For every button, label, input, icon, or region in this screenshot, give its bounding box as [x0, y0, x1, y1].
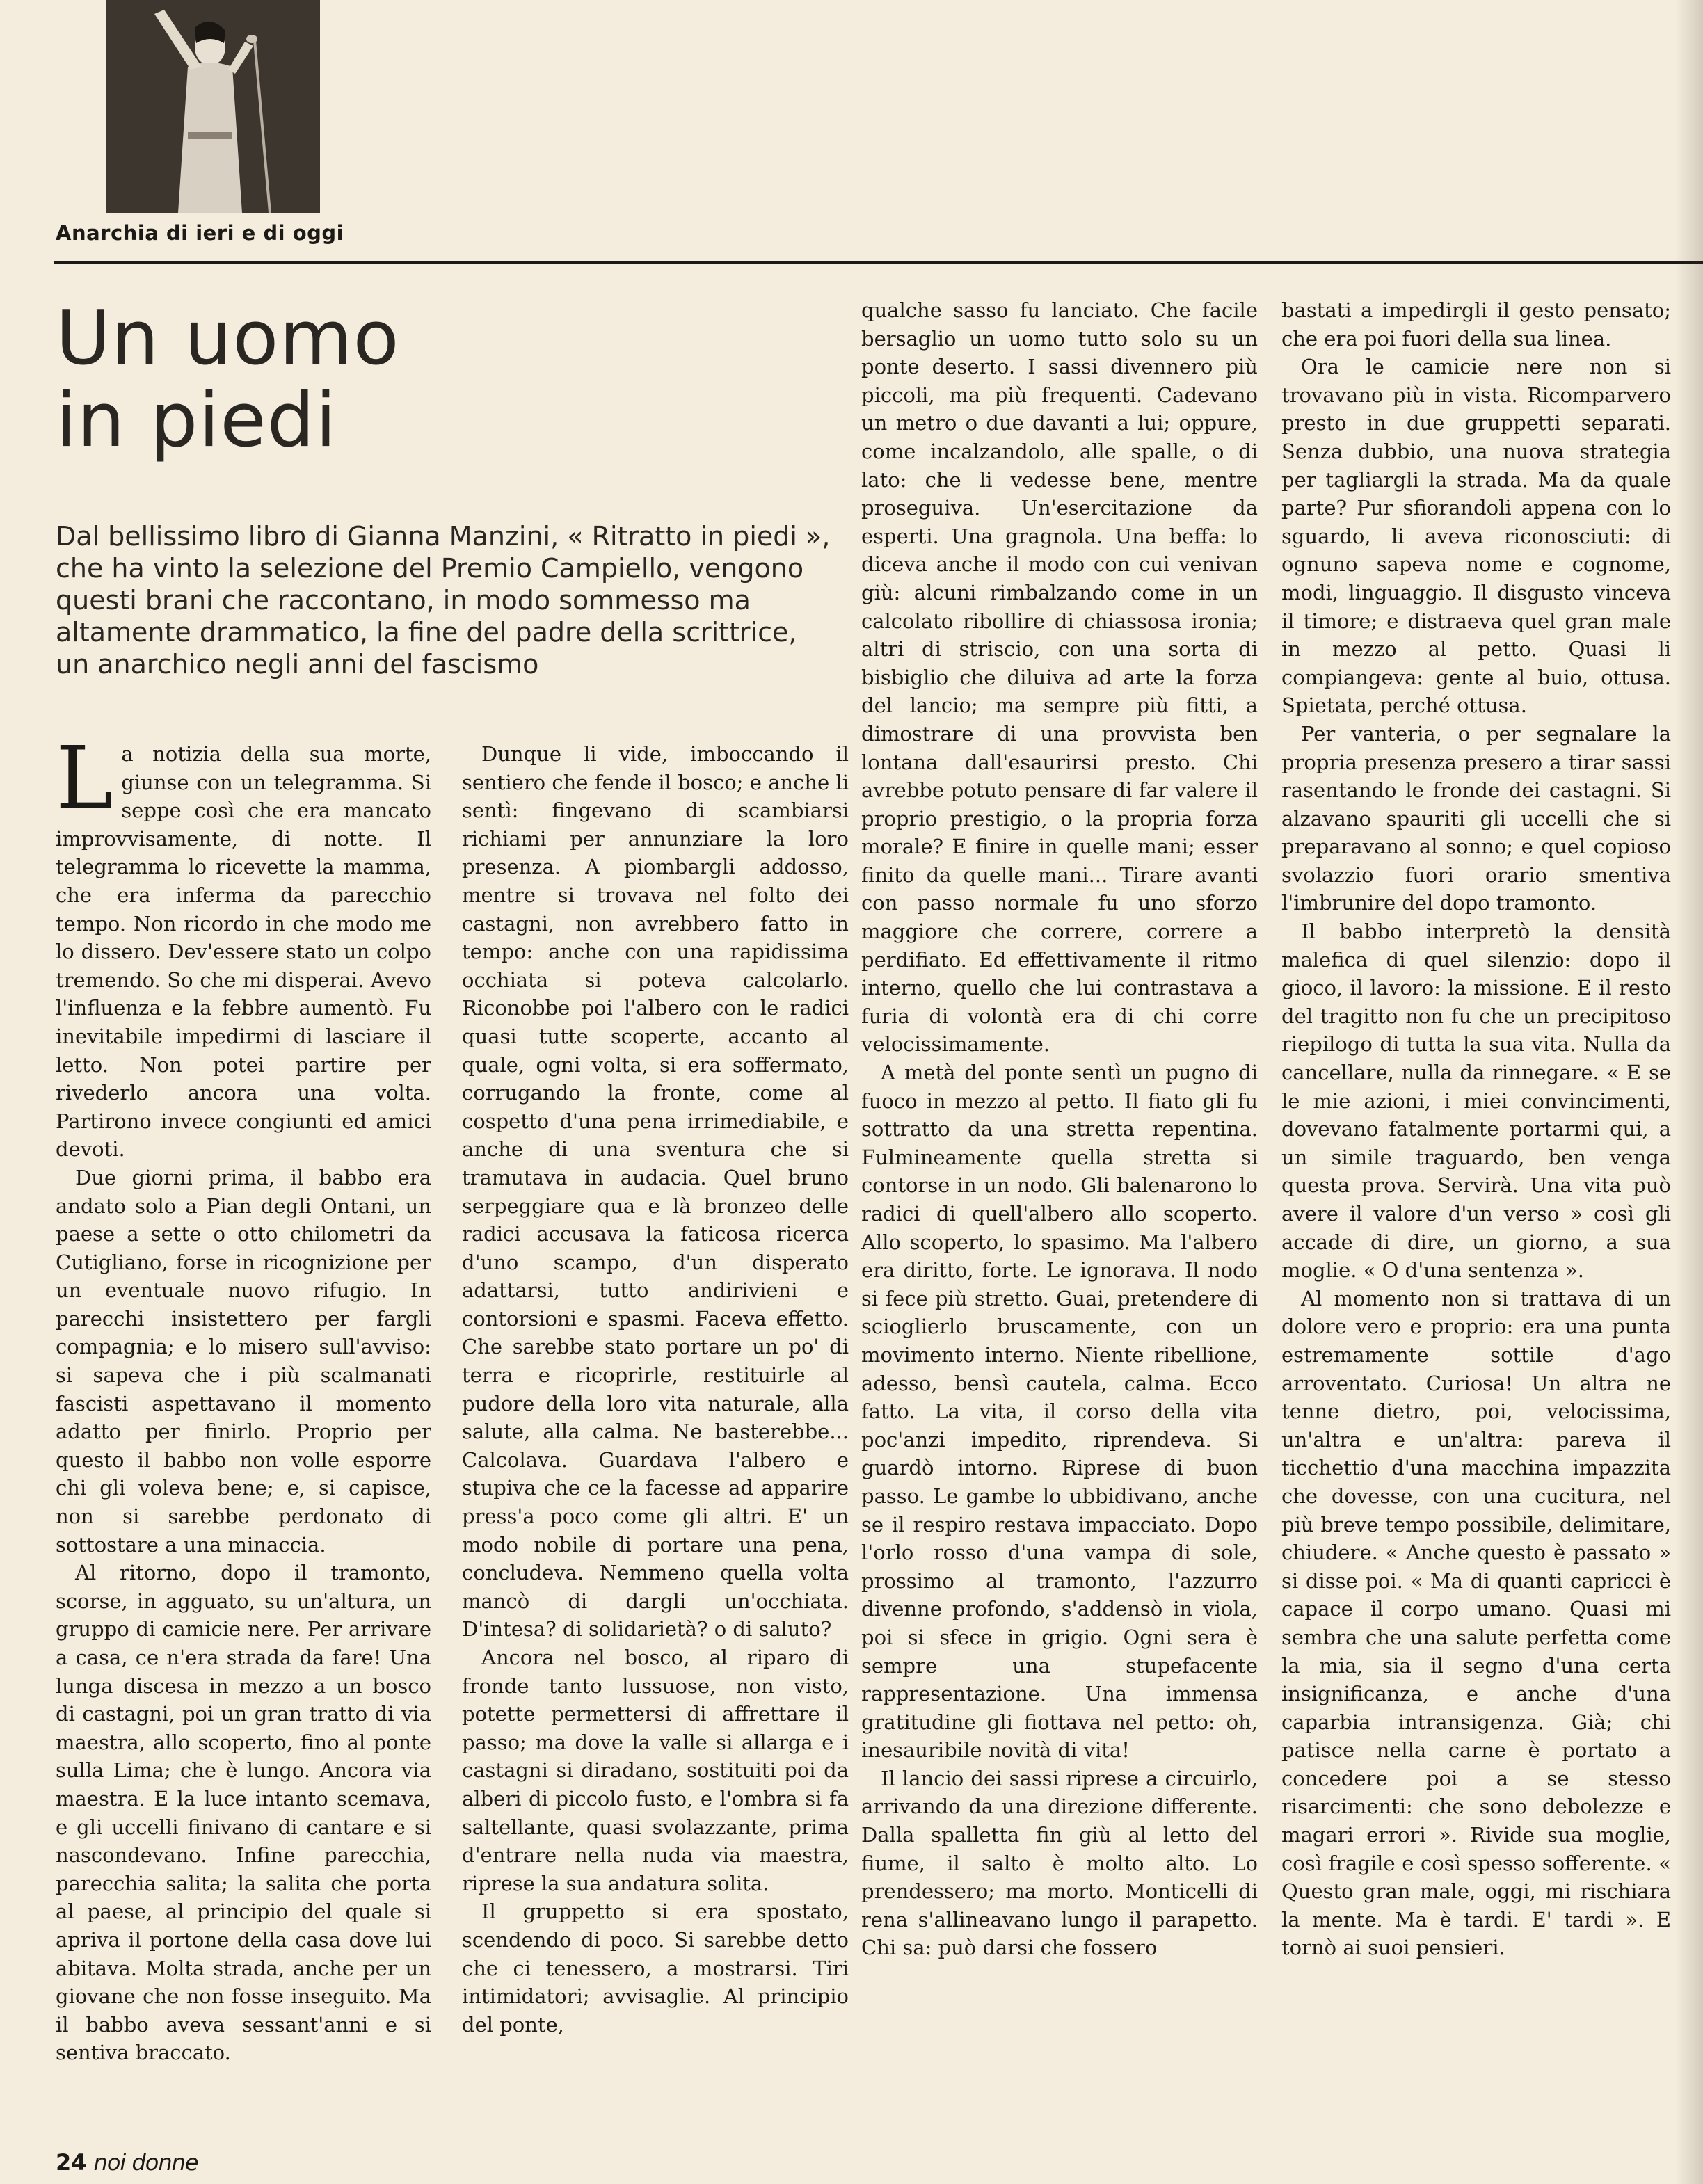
article-subtitle: Dal bellissimo libro di Gianna Manzini, « Ritratto in piedi », che ha vinto la selezione del Premio Campiello, vengono questi brani che raccontano, in modo sommesso ma altamente drammatico, la fine del padre della scrittrice, un anarchico negli anni del fascismo [56, 521, 831, 680]
page-footer [56, 2149, 264, 2176]
singer-photo [106, 0, 320, 213]
article-title [56, 295, 821, 464]
paragraph: Il babbo interpretò la densità malefica di quel silenzio: dopo il gioco, il lavoro: la missione. E il resto del tragitto non fu che un precipitoso riepilogo di tutta la sua vita. Nulla da cancellare, nulla da rinnegare. « E se le mie azioni, i miei convincimenti, dovevano fatalmente portarmi qui, a un simile traguardo, ben venga questa prova. Servirà. Una vita può avere il valore d'un verso » così gli accade di dire, un giorno, a sua moglie. « O d'una sentenza ». [1281, 920, 1671, 1283]
paragraph: Al ritorno, dopo il tramonto, scorse, in agguato, su un'altura, un gruppo di camicie nere. Per arrivare a casa, ce n'era strada da fare! Una lunga discesa in mezzo a un bosco di castagni, poi un gran tratto di via maestra, allo scoperto, fino al ponte sulla Lima; che è lungo. Ancora via maestra. E la luce intanto scemava, e gli uccelli finivano di cantare e si nascondevano. Infine parecchia, parecchia salita; la salita che porta al paese, al principio del quale si apriva il portone della casa dove lui abitava. Molta strada, anche per un giovane che non fosse inseguito. Ma il babbo aveva sessant'anni e si sentiva braccato. [56, 1561, 431, 2065]
text-column-3 [861, 296, 1258, 2143]
text-column-4 [1281, 296, 1671, 2143]
paragraph: Per vanteria, o per segnalare la propria presenza presero a tirar sassi rasentando le fronde dei castagni. Si alzavano spauriti gli uccelli che si preparavano al sonno; e quel copioso svolazzio fuori orario smentiva l'imbrunire del dopo tramonto. [1281, 721, 1671, 915]
paragraph: Il lancio dei sassi riprese a circuirlo, arrivando da una direzione differente. Dalla spalletta fin giù al letto del fiume, il salto è molto alto. Lo prendessero; ma morto. Monticelli di rena s'allineavano lungo il parapetto. Chi sa: può darsi che fossero [861, 1766, 1258, 1960]
paragraph: Due giorni prima, il babbo era andato solo a Pian degli Ontani, un paese a sette o otto chilometri da Cutigliano, forse in ricognizione per un eventuale nuovo rifugio. In parecchi insistettero per fargli compagnia; e lo misero sull'avviso: si sapeva che i più scalmanati fascisti aspettavano il momento adatto per finirlo. Proprio per questo il babbo non volle esporre chi gli voleva bene; e, si capisce, non si sarebbe perdonato di sottostare a una minaccia. [56, 1165, 431, 1557]
text-column-1 [56, 728, 431, 2142]
title-line-1: Un uomo [56, 295, 400, 382]
text-column-2 [462, 740, 849, 2142]
header-rule [54, 261, 1703, 264]
section-label: Anarchia di ieri e di oggi [56, 221, 344, 245]
paragraph: Al momento non si trattava di un dolore vero e proprio: era una punta estremamente sottile d'ago arroventato. Curiosa! Un altra ne tenne dietro, poi, velocissima, un'altra e un'altra: pareva il ticchettio d'una macchina impazzita che dovesse, con una cucitura, nel più breve tempo possibile, delimitare, chiudere. « Anche questo è passato » si disse poi. « Ma di quanti capricci è capace il corpo umano. Quasi mi sembra che una salute perfetta come la mia, sia il segno d'una certa insignificanza, e anche d'una caparbia intransigenza. Già; chi patisce nella carne è portato a concedere poi a se stesso risarcimenti: che sono debolezze e magari errori ». Rivide sua moglie, così fragile e così spesso sofferente. « Questo gran male, oggi, mi rischiara la mente. Ma è tardi. E' tardi ». E tornò ai suoi pensieri. [1281, 1286, 1671, 1960]
paragraph-text: a notizia della sua morte, giunse con un telegramma. Si seppe così che era mancato improvvisamente, di notte. Il telegramma lo ricevette la mamma, che era inferma da parecchio tempo. Non ricordo in che modo me lo dissero. Dev'essere stato un colpo tremendo. So che mi disperai. Avevo l'influenza e la febbre aumentò. Fu inevitabile impedirmi di lasciare il letto. Non potei partire per rivederlo ancora una volta. Partirono invece congiunti ed amici devoti. [56, 742, 431, 1162]
paragraph: Ora le camicie nere non si trovavano più in vista. Ricomparvero presto in due gruppetti separati. Senza dubbio, una nuova strategia per tagliargli la strada. Ma da quale parte? Pur sfiorandoli appena con lo sguardo, li aveva riconosciuti: di ognuno sapeva nome e cognome, modi, linguaggio. Il disgusto vinceva il timore; e distraeva quel gran male in mezzo al petto. Quasi li compiangeva: gente al buio, ottusa. Spietata, perché ottusa. [1281, 355, 1671, 718]
page-edge-shadow [1675, 0, 1703, 2184]
paragraph: qualche sasso fu lanciato. Che facile bersaglio un uomo tutto solo su un ponte deserto. I sassi divennero più piccoli, ma più frequenti. Cadevano un metro o due davanti a lui; oppure, come incalzandolo, alle spalle, o di lato: che li vedesse bene, mentre proseguiva. Un'esercitazione da esperti. Una gragnola. Una beffa: lo diceva anche il modo con cui venivan giù: alcuni rimbalzando come in un calcolato ribollire di chiassosa ironia; altri di striscio, con una sorta di bisbiglio che diluiva ad arte la forza del lancio; ma sempre più fitti, a dimostrare di una provvista ben lontana dall'esaurirsi presto. Chi avrebbe potuto pensare di far valere il proprio prestigio, o la propria forza morale? E finire in quelle mani; esser finito da quelle mani... Tirare avanti con passo normale fu uno sforzo maggiore che correre, correre a perdifiato. Ed effettivamente il ritmo interno, quello che lui contrastava a furia di volontà era di chi corre velocissimamente. [861, 298, 1258, 1057]
paragraph: A metà del ponte sentì un pugno di fuoco in mezzo al petto. Il fiato gli fu sottratto da una stretta repentina. Fulmineamente quella stretta si contorse in un nodo. Gli balenarono lo radici di quell'albero allo scoperto. Allo scoperto, lo spasimo. Ma l'albero era diritto, forte. Le ignorava. Il nodo si fece più stretto. Guai, pretendere di scioglierlo bruscamente, con un movimento interno. Niente ribellione, adesso, bensì cautela, calma. Ecco fatto. La vita, il corso della vita poc'anzi impedito, riprendeva. Si guardò intorno. Riprese di buon passo. Le gambe lo ubbidivano, anche se il respiro restava impacciato. Dopo l'orlo rosso d'una vampa di sole, prossimo al tramonto, l'azzurro divenne profondo, s'addensò in viola, poi si sfece in grigio. Ogni sera è sempre una stupefacente rappresentazione. Una immensa gratitudine gli fiottava nel petto: oh, inesauribile novità di vita! [861, 1061, 1258, 1763]
paragraph [56, 728, 431, 1164]
title-line-2: in piedi [56, 377, 337, 464]
drop-cap: L [56, 728, 113, 828]
paragraph: Dunque li vide, imboccando il sentiero che fende il bosco; e anche li sentì: fingevano di scambiarsi richiami per annunziare la loro presenza. A piombargli addosso, mentre si trovava nel folto dei castagni, non avrebbero fatto in tempo: anche con una rapidissima occhiata si poteva calcolarlo. Riconobbe poi l'albero con le radici quasi tutte scoperte, accanto al quale, ogni volta, si era soffermato, corrugando la fronte, come al cospetto d'una pena irrimediabile, e anche di una sventura che si tramutava in audacia. Quel bruno serpeggiare qua e là bronzeo delle radici accusava la faticosa ricerca d'uno scampo, d'un disperato adattarsi, tutto andirivieni e contorsioni e spasmi. Faceva effetto. Che sarebbe stato portare un po' di terra e ricoprirle, restituirle al pudore della loro vita naturale, alla salute, alla calma. Ne basterebbe... Calcolava. Guardava l'albero e stupiva che ce la facesse ad apparire press'a poco come gli altri. E' un modo nobile di portare una pena, concludeva. Nemmeno quella volta mancò di dargli un'occhiata. D'intesa? di solidarietà? o di saluto? [462, 742, 849, 1641]
page-number: 24 [56, 2149, 87, 2176]
paragraph: bastati a impedirgli il gesto pensato; che era poi fuori della sua linea. [1281, 298, 1671, 351]
paragraph: Il gruppetto si era spostato, scendendo di poco. Si sarebbe detto che ci tenessero, a mostrarsi. Tiri intimidatori; avvisaglie. Al principio del ponte, [462, 1900, 849, 2037]
paragraph: Ancora nel bosco, al riparo di fronde tanto lussuose, non visto, potette permettersi di affrettare il passo; ma dove la valle si allarga e i castagni si diradano, sostituiti poi da alberi di piccolo fusto, e l'ombra si fa saltellante, quasi svolazzante, prima d'entrare nella nuda via maestra, riprese la sua andatura solita. [462, 1646, 849, 1895]
magazine-name: noi donne [93, 2149, 198, 2176]
